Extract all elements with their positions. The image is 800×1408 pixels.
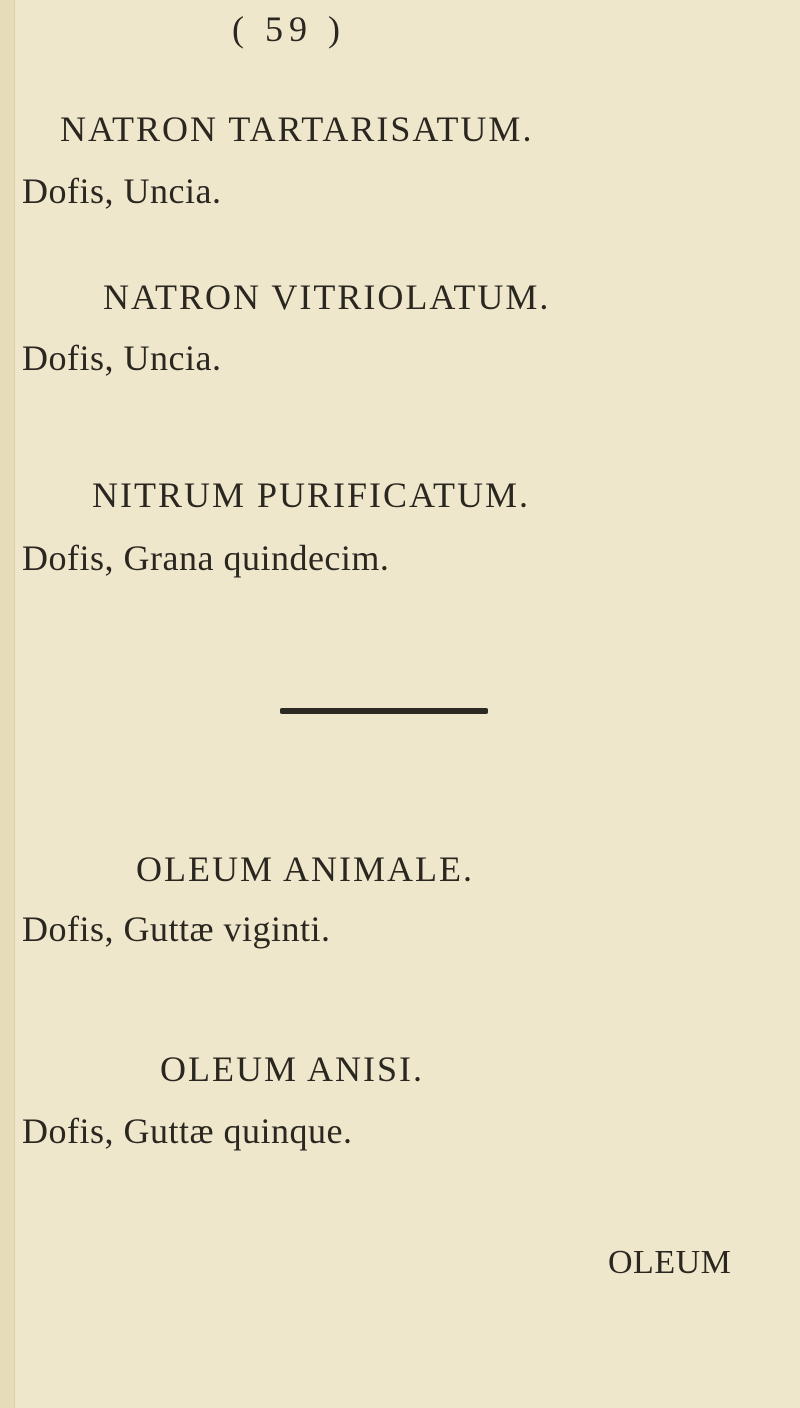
entry-heading-oleum-animale: OLEUM ANIMALE. bbox=[136, 849, 474, 889]
entry-heading-natron-tartarisatum: NATRON TARTARISATUM. bbox=[60, 109, 534, 149]
entry-heading-nitrum-purificatum: NITRUM PURIFICATUM. bbox=[92, 475, 531, 515]
entry-heading-natron-vitriolatum: NATRON VITRIOLATUM. bbox=[103, 277, 551, 317]
entry-dose-natron-tartarisatum: Dofis, Uncia. bbox=[22, 171, 222, 211]
entry-dose-oleum-animale: Dofis, Guttæ viginti. bbox=[22, 909, 331, 949]
catchword: OLEUM bbox=[608, 1244, 732, 1281]
entry-dose-oleum-anisi: Dofis, Guttæ quinque. bbox=[22, 1111, 353, 1151]
page-number: ( 59 ) bbox=[232, 9, 346, 49]
section-divider-rule bbox=[280, 708, 488, 714]
entry-dose-natron-vitriolatum: Dofis, Uncia. bbox=[22, 338, 222, 378]
entry-heading-oleum-anisi: OLEUM ANISI. bbox=[160, 1049, 424, 1089]
entry-dose-nitrum-purificatum: Dofis, Grana quindecim. bbox=[22, 538, 390, 578]
page-gutter-edge bbox=[0, 0, 15, 1408]
